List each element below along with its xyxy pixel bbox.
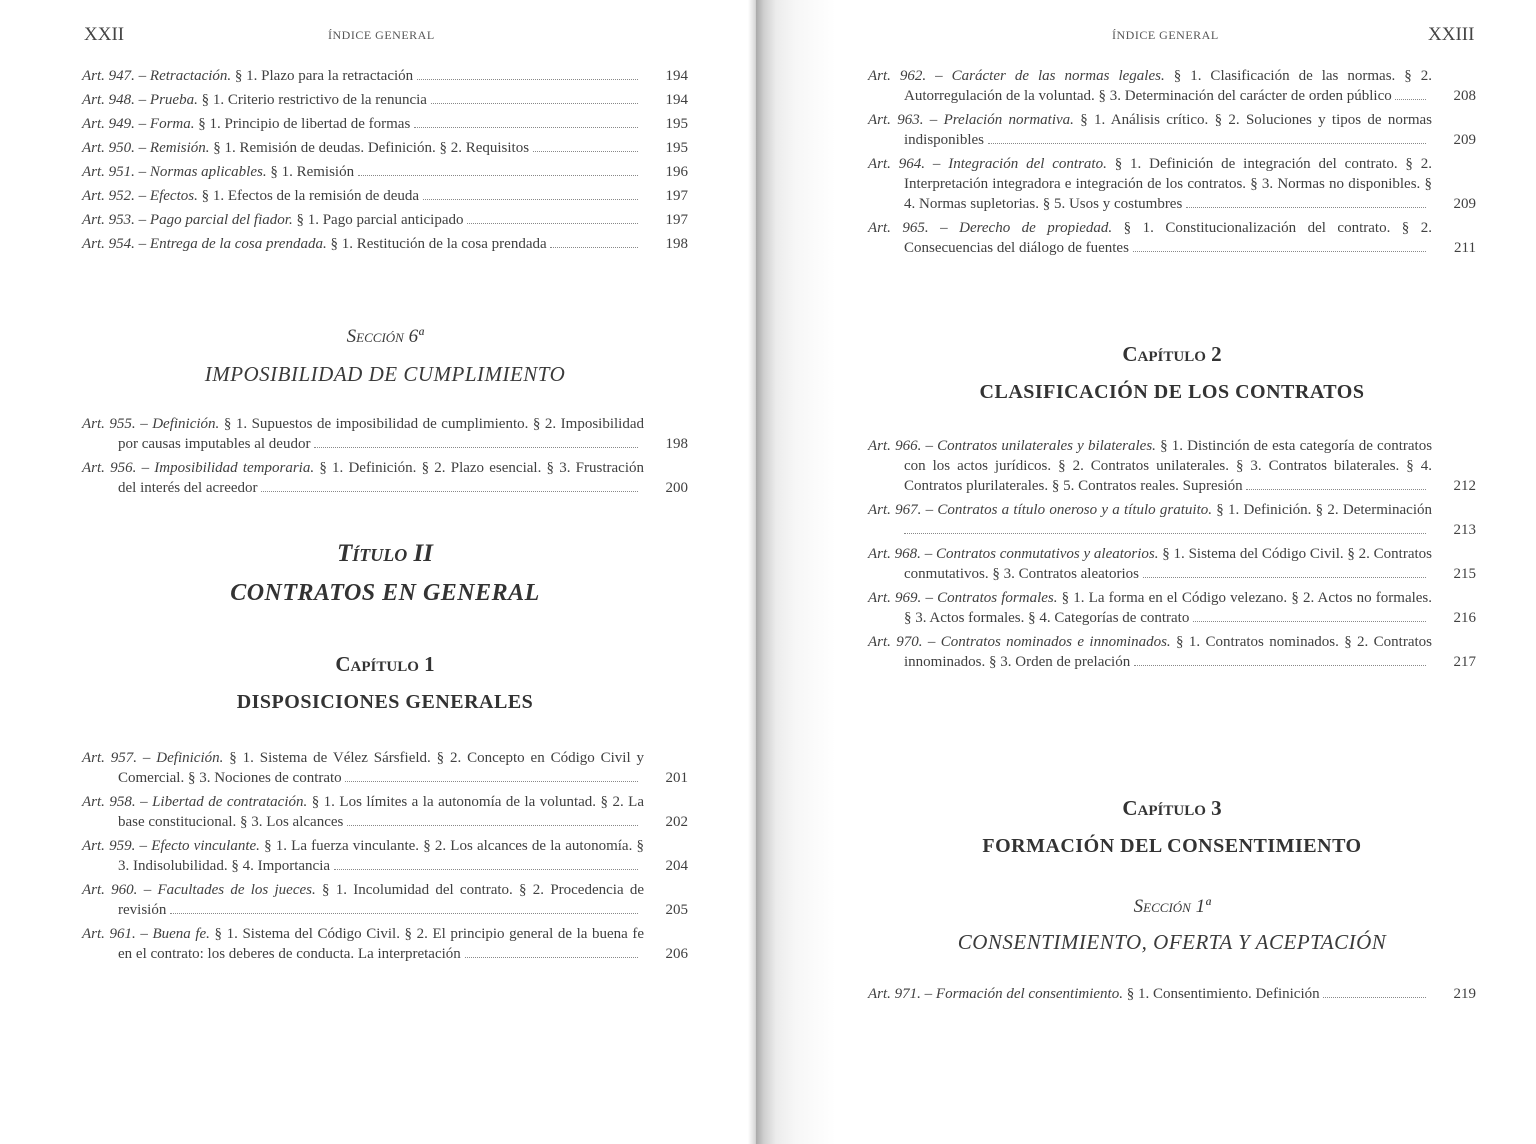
article-summary: § 1. Remisión de deudas. Definición. § 2. Requisitos (213, 140, 530, 156)
article-title: – Prueba. (138, 92, 198, 108)
leader-dots (170, 913, 638, 914)
leader-dots (904, 533, 1426, 534)
page-reference: 206 (665, 946, 688, 962)
article-number: Art. 956. (82, 460, 137, 476)
article-title: – Definición. (142, 750, 224, 766)
section-title: IMPOSIBILIDAD DE CUMPLIMIENTO (204, 362, 566, 386)
page-number: XXIII (1428, 24, 1475, 45)
article-number: Art. 968. (868, 546, 921, 562)
article-title: – Remisión. (138, 140, 210, 156)
page-reference: 209 (1453, 196, 1476, 212)
article-summary: § 1. Criterio restrictivo de la renuncia (201, 92, 427, 108)
leader-dots (550, 247, 638, 248)
page-reference: 194 (665, 92, 688, 108)
toc-entry (82, 792, 688, 832)
leader-dots (1246, 489, 1426, 490)
toc-entry (82, 924, 688, 964)
article-number: Art. 970. (868, 634, 923, 650)
article-title: – Entrega de la cosa prendada. (138, 236, 327, 252)
article-summary: § 1. Definición de integración del contrato. § 2. Interpretación integradora e integración de los contratos. § 3. Normas no disponibles. § 4. Normas supletorias. § 5. Usos y costumbres (904, 156, 1433, 212)
page-reference: 200 (665, 480, 688, 496)
toc-entry (868, 66, 1476, 106)
article-summary: § 1. Restitución de la cosa prendada (330, 236, 547, 252)
article-number: Art. 954. (82, 236, 135, 252)
article-title: – Contratos a título oneroso y a título gratuito. (925, 502, 1213, 518)
toc-entry (82, 458, 688, 498)
page-reference: 219 (1453, 986, 1476, 1002)
capitulo-heading (868, 796, 1476, 858)
article-summary: § 1. Sistema del Código Civil. § 2. El principio general de la buena fe en el contrato: los deberes de conducta. La interpretación (118, 926, 645, 962)
article-title: – Normas aplicables. (138, 164, 267, 180)
article-summary: § 1. Principio de libertad de formas (198, 116, 411, 132)
page-reference: 216 (1453, 610, 1476, 626)
page-reference: 195 (665, 116, 688, 132)
toc-entry (82, 186, 688, 206)
leader-dots (465, 957, 638, 958)
article-number: Art. 950. (82, 140, 135, 156)
capitulo-label: Capítulo 3 (1122, 796, 1222, 820)
toc-entry (82, 138, 688, 158)
leader-dots (467, 223, 638, 224)
article-number: Art. 957. (82, 750, 138, 766)
page-reference: 213 (1453, 522, 1476, 538)
toc-entry (868, 544, 1476, 584)
leader-dots (1133, 251, 1426, 252)
article-title: – Contratos nominados e innominados. (927, 634, 1171, 650)
left-page (0, 0, 756, 1144)
toc-list (868, 436, 1476, 676)
article-number: Art. 969. (868, 590, 922, 606)
article-number: Art. 960. (82, 882, 138, 898)
page-reference: 208 (1453, 88, 1476, 104)
article-summary: § 1. Sistema de Vélez Sársfield. § 2. Concepto en Código Civil y Comercial. § 3. Nociones de contrato (118, 750, 644, 786)
article-title: – Contratos unilaterales y bilaterales. (925, 438, 1156, 454)
leader-dots (1323, 997, 1426, 998)
article-number: Art. 963. (868, 112, 924, 128)
toc-entry (82, 234, 688, 254)
toc-entry (82, 162, 688, 182)
article-summary: § 1. Constitucionalización del contrato. § 2. Consecuencias del diálogo de fuentes (904, 220, 1433, 256)
article-title: – Facultades de los jueces. (143, 882, 316, 898)
capitulo-label: Capítulo 1 (335, 652, 435, 676)
article-summary: § 1. Definición. § 2. Determinación (1216, 502, 1433, 518)
article-title: – Efectos. (138, 188, 198, 204)
section-label: Sección 1ª (1133, 896, 1211, 917)
toc-entry (82, 210, 688, 230)
article-title: – Definición. (140, 416, 220, 432)
page-reference: 194 (665, 68, 688, 84)
article-number: Art. 966. (868, 438, 922, 454)
toc-entry (82, 748, 688, 788)
leader-dots (1134, 665, 1426, 666)
article-number: Art. 958. (82, 794, 136, 810)
capitulo-heading (82, 652, 688, 714)
toc-list (868, 66, 1476, 262)
article-number: Art. 947. (82, 68, 135, 84)
article-summary: § 1. Plazo para la retractación (234, 68, 414, 84)
article-number: Art. 948. (82, 92, 135, 108)
article-number: Art. 961. (82, 926, 136, 942)
article-title: – Contratos conmutativos y aleatorios. (924, 546, 1159, 562)
article-number: Art. 967. (868, 502, 922, 518)
article-number: Art. 955. (82, 416, 136, 432)
leader-dots (417, 79, 638, 80)
toc-list (868, 984, 1476, 1008)
leader-dots (1186, 207, 1426, 208)
page-reference: 204 (665, 858, 688, 874)
article-summary: § 1. Efectos de la remisión de deuda (201, 188, 420, 204)
toc-entry (868, 218, 1476, 258)
leader-dots (314, 447, 638, 448)
article-summary: § 1. Incolumidad del contrato. § 2. Procedencia de revisión (118, 882, 645, 918)
leader-dots (358, 175, 638, 176)
section-label: Sección 6ª (346, 326, 424, 347)
capitulo-title: FORMACIÓN DEL CONSENTIMIENTO (982, 835, 1362, 857)
article-summary: § 1. Clasificación de las normas. § 2. Autorregulación de la voluntad. § 3. Determinación del carácter de orden público (904, 68, 1433, 104)
capitulo-title: CLASIFICACIÓN DE LOS CONTRATOS (979, 381, 1365, 403)
toc-entry (82, 66, 688, 86)
page-reference: 217 (1453, 654, 1476, 670)
toc-list (82, 66, 688, 258)
capitulo-heading (868, 342, 1476, 404)
page-reference: 205 (665, 902, 688, 918)
page-reference: 197 (665, 188, 688, 204)
toc-entry (82, 90, 688, 110)
section-heading (868, 896, 1476, 955)
article-summary: § 1. Remisión (270, 164, 355, 180)
page-reference: 211 (1454, 240, 1476, 256)
page-reference: 195 (665, 140, 688, 156)
leader-dots (431, 103, 638, 104)
leader-dots (423, 199, 638, 200)
article-summary: § 1. Contratos nominados. § 2. Contratos innominados. § 3. Orden de prelación (904, 634, 1433, 670)
article-number: Art. 962. (868, 68, 927, 84)
article-summary: § 1. Supuestos de imposibilidad de cumplimiento. § 2. Imposibilidad por causas imputables al deudor (118, 416, 644, 452)
article-title: – Prelación normativa. (929, 112, 1074, 128)
article-title: – Pago parcial del fiador. (138, 212, 293, 228)
toc-entry (868, 500, 1476, 540)
article-number: Art. 949. (82, 116, 135, 132)
leader-dots (988, 143, 1426, 144)
article-summary: § 1. Los límites a la autonomía de la voluntad. § 2. La base constitucional. § 3. Los alcances (118, 794, 644, 830)
article-title: – Libertad de contratación. (140, 794, 308, 810)
toc-entry (82, 836, 688, 876)
page-reference: 201 (665, 770, 688, 786)
toc-entry (82, 414, 688, 454)
article-title: – Contratos formales. (925, 590, 1058, 606)
toc-entry (868, 632, 1476, 672)
article-title: – Retractación. (138, 68, 232, 84)
article-summary: § 1. Consentimiento. Definición (1126, 986, 1320, 1002)
article-title: – Buena fe. (140, 926, 210, 942)
article-title: – Carácter de las normas legales. (935, 68, 1165, 84)
article-title: – Forma. (138, 116, 195, 132)
article-summary: § 1. Análisis crítico. § 2. Soluciones y tipos de normas indisponibles (904, 112, 1433, 148)
leader-dots (1193, 621, 1426, 622)
article-summary: § 1. Sistema del Código Civil. § 2. Contratos conmutativos. § 3. Contratos aleatorios (904, 546, 1432, 582)
article-title: – Integración del contrato. (932, 156, 1107, 172)
right-page (756, 0, 1536, 1144)
page-reference: 197 (665, 212, 688, 228)
page-reference: 215 (1453, 566, 1476, 582)
page-reference: 202 (665, 814, 688, 830)
toc-entry (868, 110, 1476, 150)
page-reference: 196 (665, 164, 688, 180)
page-reference: 198 (665, 436, 688, 452)
article-number: Art. 964. (868, 156, 926, 172)
titulo-label: Título II (337, 540, 433, 567)
toc-list (82, 414, 688, 502)
article-number: Art. 959. (82, 838, 136, 854)
section-title: CONSENTIMIENTO, OFERTA Y ACEPTACIÓN (957, 930, 1387, 954)
page-reference: 209 (1453, 132, 1476, 148)
article-summary: § 1. Distinción de esta categoría de contratos con los actos jurídicos. § 2. Contratos unilaterales. § 3. Contratos bilaterales. § 4. Contratos plurilaterales. § 5. Contratos reales. Supresión (904, 438, 1433, 494)
leader-dots (533, 151, 638, 152)
article-number: Art. 951. (82, 164, 135, 180)
page-reference: 212 (1453, 478, 1476, 494)
article-number: Art. 953. (82, 212, 135, 228)
article-number: Art. 971. (868, 986, 921, 1002)
section-heading (82, 326, 688, 387)
toc-entry (82, 114, 688, 134)
leader-dots (347, 825, 638, 826)
leader-dots (345, 781, 638, 782)
toc-entry (82, 880, 688, 920)
article-summary: § 1. Pago parcial anticipado (296, 212, 464, 228)
titulo-heading (82, 540, 688, 607)
capitulo-label: Capítulo 2 (1122, 342, 1222, 366)
toc-entry (868, 154, 1476, 214)
article-number: Art. 952. (82, 188, 135, 204)
article-title: – Imposibilidad temporaria. (141, 460, 315, 476)
running-head: ÍNDICE GENERAL (1112, 28, 1219, 42)
article-title: – Derecho de propiedad. (940, 220, 1113, 236)
leader-dots (261, 491, 638, 492)
capitulo-title: DISPOSICIONES GENERALES (236, 691, 534, 713)
leader-dots (1143, 577, 1426, 578)
toc-entry (868, 984, 1476, 1004)
toc-entry (868, 588, 1476, 628)
article-summary: § 1. La forma en el Código velezano. § 2. Actos no formales. § 3. Actos formales. § 4. Categorías de contrato (904, 590, 1433, 626)
titulo-title: CONTRATOS EN GENERAL (230, 580, 540, 606)
leader-dots (1395, 99, 1426, 100)
leader-dots (334, 869, 638, 870)
page-number: XXII (84, 24, 125, 45)
article-title: – Formación del consentimiento. (924, 986, 1123, 1002)
leader-dots (414, 127, 638, 128)
page-reference: 198 (665, 236, 688, 252)
toc-entry (868, 436, 1476, 496)
toc-list (82, 748, 688, 968)
running-head: ÍNDICE GENERAL (328, 28, 435, 42)
article-summary: § 1. La fuerza vinculante. § 2. Los alcances de la autonomía. § 3. Indisolubilidad. § 4. Importancia (118, 838, 644, 874)
article-number: Art. 965. (868, 220, 929, 236)
article-summary: § 1. Definición. § 2. Plazo esencial. § 3. Frustración del interés del acreedor (118, 460, 645, 496)
article-title: – Efecto vinculante. (139, 838, 260, 854)
